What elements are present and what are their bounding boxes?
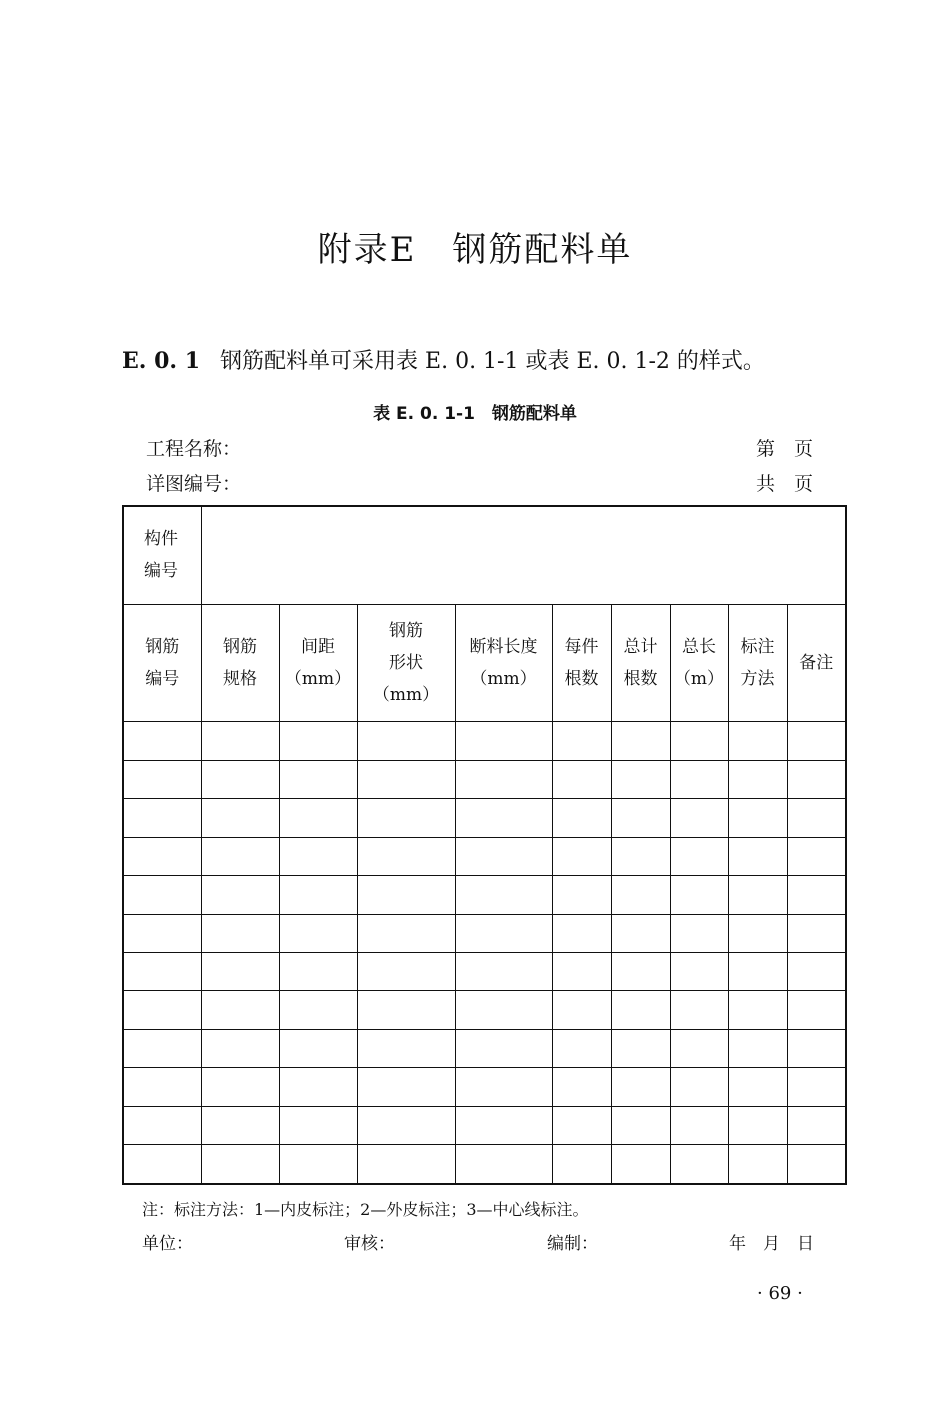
header-text: 钢筋 xyxy=(389,620,423,641)
table-cell[interactable] xyxy=(670,837,728,875)
table-cell[interactable] xyxy=(552,1145,611,1184)
table-cell[interactable] xyxy=(728,914,787,952)
header-total-count xyxy=(611,604,670,721)
table-cell[interactable] xyxy=(123,1029,201,1067)
header-marking-method xyxy=(728,604,787,721)
table-cell[interactable] xyxy=(787,1145,846,1184)
component-row xyxy=(123,506,846,604)
table-cell[interactable] xyxy=(123,953,201,991)
table-cell[interactable] xyxy=(552,991,611,1029)
unit-label: 单位： xyxy=(142,1234,193,1254)
table-cell[interactable] xyxy=(611,953,670,991)
table-cell[interactable] xyxy=(455,953,552,991)
header-text: （mm） xyxy=(470,668,537,689)
table-cell[interactable] xyxy=(279,799,357,837)
table-row xyxy=(123,914,846,952)
header-text: （mm） xyxy=(284,668,352,689)
table-cell[interactable] xyxy=(611,760,670,798)
table-cell[interactable] xyxy=(787,914,846,952)
table-cell[interactable] xyxy=(201,876,279,914)
table-cell[interactable] xyxy=(455,1029,552,1067)
table-cell[interactable] xyxy=(787,760,846,798)
table-cell[interactable] xyxy=(279,876,357,914)
table-cell[interactable] xyxy=(552,760,611,798)
header-text: 备注 xyxy=(799,652,834,673)
table-cell[interactable] xyxy=(357,1068,455,1106)
clause-paragraph xyxy=(122,344,765,375)
table-cell[interactable] xyxy=(455,760,552,798)
table-caption: 表 E. 0. 1-1 钢筋配料单 xyxy=(373,404,577,424)
table-cell[interactable] xyxy=(123,1145,201,1184)
table-cell[interactable] xyxy=(728,1068,787,1106)
header-rebar-shape xyxy=(357,604,455,721)
header-text: 钢筋 xyxy=(223,636,257,657)
clause-number: E. 0. 1 xyxy=(122,348,201,374)
table-cell[interactable] xyxy=(123,722,201,760)
table-cell[interactable] xyxy=(455,799,552,837)
table-cell[interactable] xyxy=(787,1068,846,1106)
table-cell[interactable] xyxy=(455,914,552,952)
component-value-cell[interactable] xyxy=(201,506,846,604)
table-row xyxy=(123,1145,846,1184)
table-cell[interactable] xyxy=(357,799,455,837)
table-cell[interactable] xyxy=(611,837,670,875)
header-total-length xyxy=(670,604,728,721)
table-cell[interactable] xyxy=(552,722,611,760)
table-cell[interactable] xyxy=(201,1029,279,1067)
table-row xyxy=(123,876,846,914)
table-row xyxy=(123,1106,846,1144)
table-row xyxy=(123,799,846,837)
component-label-line1: 构件 xyxy=(144,529,178,550)
table-cell[interactable] xyxy=(123,1068,201,1106)
table-cell[interactable] xyxy=(201,837,279,875)
table-cell[interactable] xyxy=(611,1145,670,1184)
table-cell[interactable] xyxy=(201,1068,279,1106)
table-cell[interactable] xyxy=(611,876,670,914)
table-cell[interactable] xyxy=(455,991,552,1029)
table-row xyxy=(123,991,846,1029)
table-cell[interactable] xyxy=(123,837,201,875)
table-cell[interactable] xyxy=(728,1145,787,1184)
table-cell[interactable] xyxy=(552,914,611,952)
header-text: （m） xyxy=(673,668,725,689)
table-cell[interactable] xyxy=(728,722,787,760)
table-cell[interactable] xyxy=(670,1106,728,1144)
header-text: 总计 xyxy=(623,636,658,657)
clause-text: 钢筋配料单可采用表 E. 0. 1-1 或表 E. 0. 1-2 的样式。 xyxy=(220,349,765,374)
table-note: 注：标注方法：1—内皮标注；2—外皮标注；3—中心线标注。 xyxy=(142,1200,589,1219)
review-label: 审核： xyxy=(344,1234,395,1254)
table-cell[interactable] xyxy=(201,991,279,1029)
table-cell[interactable] xyxy=(357,991,455,1029)
table-cell[interactable] xyxy=(279,914,357,952)
table-cell[interactable] xyxy=(123,760,201,798)
table-cell[interactable] xyxy=(670,953,728,991)
header-spacing xyxy=(279,604,357,721)
rebar-schedule-table xyxy=(122,505,847,1185)
page-total-label: 共 页 xyxy=(756,473,814,495)
table-cell[interactable] xyxy=(611,1068,670,1106)
table-cell[interactable] xyxy=(670,799,728,837)
table-cell[interactable] xyxy=(201,914,279,952)
table-cell[interactable] xyxy=(357,876,455,914)
table-cell[interactable] xyxy=(728,799,787,837)
project-name-label: 工程名称： xyxy=(146,438,242,460)
table-cell[interactable] xyxy=(201,953,279,991)
header-text: 编号 xyxy=(145,668,180,689)
table-row xyxy=(123,722,846,760)
header-rebar-number xyxy=(123,604,201,721)
table-row xyxy=(123,760,846,798)
table-cell[interactable] xyxy=(455,876,552,914)
table-cell[interactable] xyxy=(787,1029,846,1067)
table-cell[interactable] xyxy=(357,722,455,760)
table-cell[interactable] xyxy=(552,1068,611,1106)
table-cell[interactable] xyxy=(357,1029,455,1067)
table-cell[interactable] xyxy=(279,1106,357,1144)
component-label-line2: 编号 xyxy=(144,561,178,582)
date-label: 年 月 日 xyxy=(729,1234,814,1254)
table-cell[interactable] xyxy=(670,876,728,914)
table-cell[interactable] xyxy=(552,876,611,914)
table-cell[interactable] xyxy=(552,1106,611,1144)
table-cell[interactable] xyxy=(357,914,455,952)
header-text: 钢筋 xyxy=(145,636,180,657)
table-cell[interactable] xyxy=(201,722,279,760)
header-text: 方法 xyxy=(740,668,775,689)
table-cell[interactable] xyxy=(552,953,611,991)
table-cell[interactable] xyxy=(279,1029,357,1067)
table-row xyxy=(123,1068,846,1106)
table-cell[interactable] xyxy=(670,760,728,798)
table-row xyxy=(123,837,846,875)
table-cell[interactable] xyxy=(728,953,787,991)
table-cell[interactable] xyxy=(787,837,846,875)
table-cell[interactable] xyxy=(279,722,357,760)
table-cell[interactable] xyxy=(279,991,357,1029)
table-cell[interactable] xyxy=(787,799,846,837)
table-cell[interactable] xyxy=(670,1029,728,1067)
table-cell[interactable] xyxy=(611,991,670,1029)
table-cell[interactable] xyxy=(123,1106,201,1144)
header-text: 规格 xyxy=(223,668,257,689)
table-cell[interactable] xyxy=(201,1106,279,1144)
table-cell[interactable] xyxy=(728,1106,787,1144)
header-text: 根数 xyxy=(564,668,599,689)
table-cell[interactable] xyxy=(357,953,455,991)
table-cell[interactable] xyxy=(455,1068,552,1106)
table-cell[interactable] xyxy=(611,722,670,760)
table-cell[interactable] xyxy=(123,799,201,837)
table-cell[interactable] xyxy=(552,1029,611,1067)
table-cell[interactable] xyxy=(611,914,670,952)
table-cell[interactable] xyxy=(201,799,279,837)
table-row xyxy=(123,953,846,991)
header-cut-length xyxy=(455,604,552,721)
table-cell[interactable] xyxy=(455,722,552,760)
header-text: 根数 xyxy=(623,668,658,689)
table-cell[interactable] xyxy=(357,1106,455,1144)
header-text: 形状 xyxy=(389,652,423,673)
table-cell[interactable] xyxy=(455,1145,552,1184)
table-cell[interactable] xyxy=(279,837,357,875)
page-title: 附录E 钢筋配料单 xyxy=(317,230,633,270)
table-cell[interactable] xyxy=(670,1068,728,1106)
page-number: · 69 · xyxy=(757,1283,803,1304)
header-text: 间距 xyxy=(301,636,335,657)
header-rebar-spec xyxy=(201,604,279,721)
table-cell[interactable] xyxy=(201,1145,279,1184)
page-number-label: 第 页 xyxy=(756,438,814,460)
table-cell[interactable] xyxy=(279,760,357,798)
table-cell[interactable] xyxy=(787,722,846,760)
table-cell[interactable] xyxy=(455,837,552,875)
table-cell[interactable] xyxy=(728,1029,787,1067)
table-cell[interactable] xyxy=(357,837,455,875)
table-cell[interactable] xyxy=(611,1106,670,1144)
detail-drawing-label: 详图编号： xyxy=(146,473,242,495)
table-cell[interactable] xyxy=(670,914,728,952)
table-cell[interactable] xyxy=(123,876,201,914)
table-cell[interactable] xyxy=(728,876,787,914)
table-row xyxy=(123,1029,846,1067)
table-cell[interactable] xyxy=(279,1068,357,1106)
header-remarks xyxy=(787,604,846,721)
table-cell[interactable] xyxy=(357,760,455,798)
component-label-cell xyxy=(123,506,201,604)
table-cell[interactable] xyxy=(357,1145,455,1184)
table-cell[interactable] xyxy=(279,953,357,991)
table-cell[interactable] xyxy=(670,991,728,1029)
table-cell[interactable] xyxy=(670,1145,728,1184)
table-cell[interactable] xyxy=(787,991,846,1029)
compile-label: 编制： xyxy=(547,1234,598,1254)
table-cell[interactable] xyxy=(728,760,787,798)
table-cell[interactable] xyxy=(728,837,787,875)
table-cell[interactable] xyxy=(611,1029,670,1067)
table-cell[interactable] xyxy=(279,1145,357,1184)
table-cell[interactable] xyxy=(611,799,670,837)
table-cell[interactable] xyxy=(123,914,201,952)
table-cell[interactable] xyxy=(552,799,611,837)
table-cell[interactable] xyxy=(552,837,611,875)
header-count-per-piece xyxy=(552,604,611,721)
table-cell[interactable] xyxy=(670,722,728,760)
header-row xyxy=(123,604,846,721)
table-cell[interactable] xyxy=(787,953,846,991)
table-cell[interactable] xyxy=(728,991,787,1029)
table-cell[interactable] xyxy=(787,876,846,914)
table-cell[interactable] xyxy=(787,1106,846,1144)
header-text: 标注 xyxy=(740,636,775,657)
header-text: （mm） xyxy=(372,684,440,705)
table-cell[interactable] xyxy=(455,1106,552,1144)
header-text: 总长 xyxy=(682,636,716,657)
blank-rows xyxy=(123,722,846,1184)
header-text: 断料长度 xyxy=(469,636,538,657)
header-text: 每件 xyxy=(564,636,599,657)
table-cell[interactable] xyxy=(201,760,279,798)
table-cell[interactable] xyxy=(123,991,201,1029)
